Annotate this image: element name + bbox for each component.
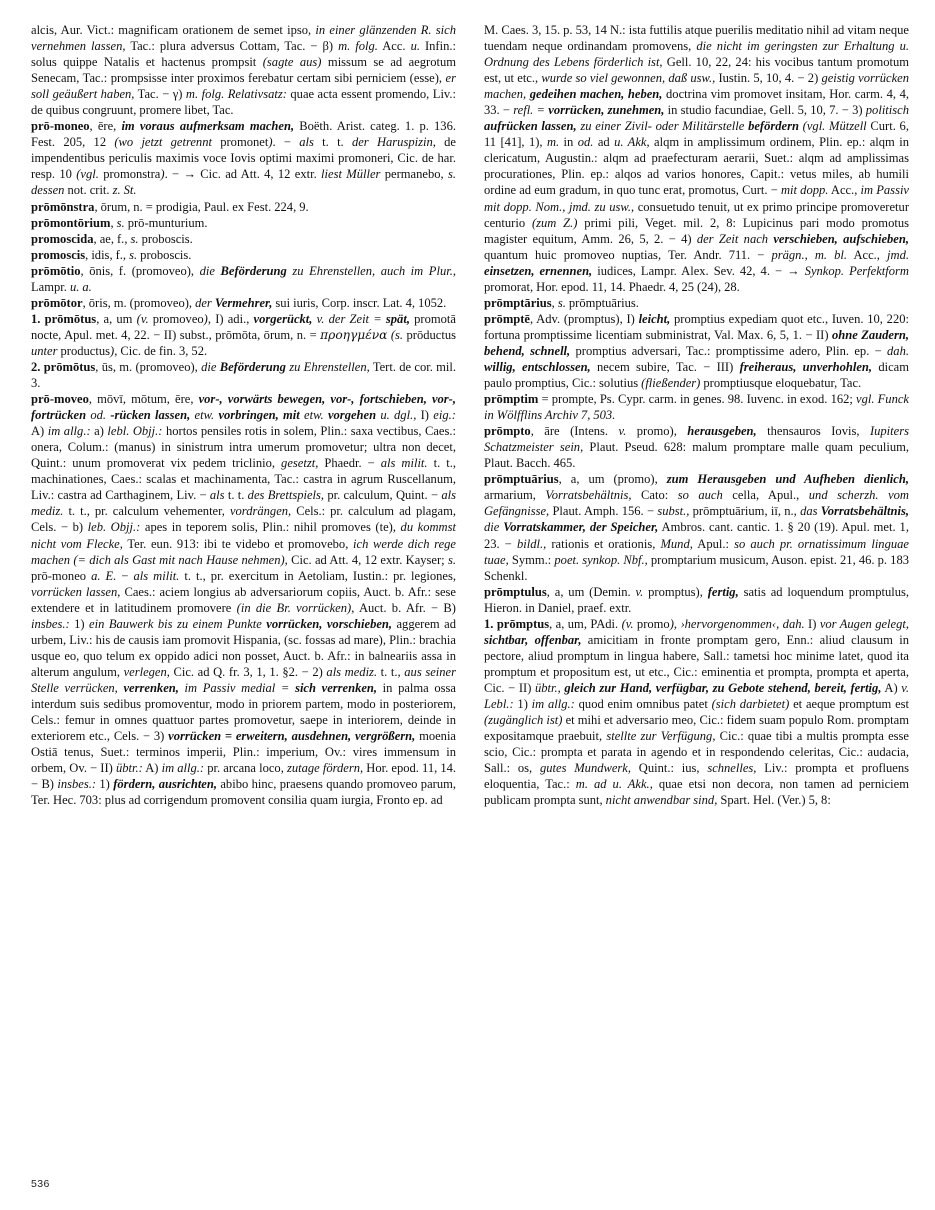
entry-promoveo-continued: M. Caes. 3, 15. p. 53, 14 N.: ista futtilis atque puerilis meditatio nihil ad vitam neque tuendam neque ordinandam promovens, die nicht im geringsten zur Erhaltung u. Ordnung des Lebens förderlich ist, Gell. 10, 22, 24: his vocibus tantum promotum est, ut etc., wurde so viel gewonnen, daß usw., Iustin. 5, 10, 4. − 2) geistig vorrücken machen, gedeihen machen, heben, doctrina vim promovet insitam, Hor. carm. 4, 4, 33. − refl. = vorrücken, zunehmen, in studio facundiae, Gell. 5, 10, 7. − 3) politisch aufrücken lassen, zu einer Zivil- oder Militärstelle befördern (vgl. Mützell Curt. 6, 11 [41], 1), m. in od. ad u. Akk, alqm in amplissimum ordinem, Plin. ep.: alqm in clericatum, Augustin.: alqm ad praefecturam aerarii, Suet.: alqm ad amplissimas procurationes, Plin. ep.: alqos ad varios honores, Capit.: vetus miles, ab humili ordine ad eum gradum, in quo tunc erat, promotus, Curt. − mit dopp. Acc., im Passiv mit dopp. Nom., jmd. zu usw., consuetudo tenuit, ut ex primo principe promoveretur centurio (zum Z.) primi pili, Veget. mil. 2, 8: Lupicinus pari modo promotus magister equitum, Amm. 26, 5, 2. − 4) der Zeit nach verschieben, aufschieben, quantum huic promoveo nuptias, Ter. Andr. 711. − prägn., m. bl. Acc., jmd. einsetzen, ernennen, iudices, Lampr. Alex. Sev. 42, 4. − → Synkop. Perfektform promorat, Hor. epod. 11, 14. Phaedr. 4, 25 (24), 28. bbox=[484, 23, 910, 294]
entry-pro-moveo: prō-moveo, mōvī, mōtum, ēre, vor-, vorwärts bewegen, vor-, fortschieben, vor-, fortrücken od. -rücken lassen, etw. vorbringen, mit etw. vorgehen u. dgl., I) eig.: A) im allg.: a) lebl. Objj.: hortos pensiles rotis in solem, Plin.: saxa vectibus, Caes.: onera, Colum.: (manus) in sinistrum intra umerum promovetur; ultra non decet, Quint.: unum promoverat vix pedem triclinio, gesetzt, Phaedr. − als milit. t. t., machinationes, Caes.: scalas et machinamenta, Tac.: castra in agrum Ruscellanum, Liv.: castra ad Carthaginem, Liv. − als t. t. des Brettspiels, pr. calculum, Quint. − als mediz. t. t., pr. calculum vehementer, vordrängen, Cels.: pr. calculum ad plagam, Cels. − b) leb. Objj.: apes in teporem solis, Plin.: nihil promoves (te), du kommst nicht vom Flecke, Ter. eun. 913: ibi te videbo et promovebo, ich werde dich rege machen (= dich als Gast mit nach Hause nehmen), Cic. ad Att. 4, 12 extr. Kayser; s. prō-moneo a. E. − als milit. t. t., pr. exercitum in Aetoliam, Iustin.: pr. legiones, vorrücken lassen, Caes.: aciem longius ab adversariorum copiis, Auct. b. Afr.: sese extendere et in latitudinem promovere (in die Br. vorrücken), Auct. b. Afr. − B) insbes.: 1) ein Bauwerk bis zu einem Punkte vorrücken, vorschieben, aggerem ad urbem, Liv.: his de causis iam promovit Hispania, (sc. fossas ad mare), Plin.: brachia usque eo, quo telum ex oppido adici non posset, Auct. b. Afr.: in balneariis assa in alterum angulum, verlegen, Cic. ad Q. fr. 3, 1, 1. §2. − 2) als mediz. t. t., aus seiner Stelle verrücken, verrenken, im Passiv medial = sich verrenken, in palma ossa interdum suis sedibus promoventur, modo in priorem partem, modo in posteriorem, Cels.: femur in omnes quattuor partes promovetur, saepe in interiorem, deinde in exteriorem etc., Cels. − 3) vorrücken = erweitern, ausdehnen, vergrößern, moenia Ostiā tenus, Suet.: terminos imperii, Plin.: imperium, Ov.: vires immensum in orbem, Ov. − II) übtr.: A) im allg.: pr. arcana loco, zutage fördern, Hor. epod. 11, 14. − B) insbes.: 1) fördern, ausrichten, abibo hinc, praesens quando promoveo parum, Ter. Hec. 703: plus ad corrigendum promovent consilia quam iurgia, Fronto ep. ad bbox=[31, 392, 457, 808]
entry-promotio: prōmōtio, ōnis, f. (promoveo), die Beförderung zu Ehrenstellen, auch im Plur., Lampr. u. a. bbox=[31, 263, 456, 294]
entry-pro-moneo: prō-moneo, ēre, im voraus aufmerksam machen, Boëth. Arist. categ. 1. p. 136. Fest. 205, 12 (wo jetzt getrennt promonet). − als t. t. der Haruspizin, de impendentibus periculis maximis voce Iovis optimi maximi promoneri, Cic. de har. resp. 10 (vgl. promonstra). − → Cic. ad Att. 4, 12 extr. liest Müller permanebo, s. dessen not. crit. z. St. bbox=[31, 119, 456, 198]
entry-promotus-1: 1. prōmōtus, a, um (v. promoveo), I) adi., vorgerückt, v. der Zeit = spät, promotā nocte, Apul. met. 4, 22. − II) subst., prōmōta, ōrum, n. = προηγμένα (s. prōductus unter productus), Cic. de fin. 3, 52. bbox=[31, 311, 456, 358]
entry-promptulus: prōmptulus, a, um (Demin. v. promptus), fertig, satis ad loquendum promptulus, Hieron. in Daniel, praef. extr. bbox=[484, 584, 910, 615]
entry-promptarius: prōmptārius, s. prōmptuārius. bbox=[484, 295, 639, 310]
page-number: 536 bbox=[31, 1178, 50, 1190]
entry-promoscida: promoscida, ae, f., s. proboscis. bbox=[31, 231, 193, 246]
entry-promo-continued: alcis, Aur. Vict.: magnificam orationem de semet ipso, in einer glänzenden R. sich vernehmen lassen, Tac.: plura adversus Cottam, Tac. − β) m. folg. Acc. u. Infin.: solus quippe Natalis et hactenus prompsit (sagte aus) missum se ad aegrotum Senecam, Tac.: prompsisse inter proximos ferebatur certam sibi perniciem (esse), er soll geäußert haben, Tac. − γ) m. folg. Relativsatz: quae acta essent promendo, Liv.: de quibus congruunt, promere libet, Tac. bbox=[31, 23, 457, 118]
entry-prompto: prōmpto, āre (Intens. v. promo), herausgeben, thensauros Iovis, Iupiters Schatzmeister sein, Plaut. Pseud. 628: malum promptare malle quam peculium, Plaut. Bacch. 465. bbox=[484, 424, 909, 471]
left-column bbox=[31, 22, 456, 808]
entry-promontorium: prōmontōrium, s. prō-munturium. bbox=[31, 215, 208, 230]
entry-prompte: prōmptē, Adv. (promptus), I) leicht, promptius expediam quot etc., Iuven. 10, 220: fortuna promptissime licentiam subministrat, Val. Max. 6, 5, 1. − II) ohne Zaudern, behend, schnell, promptius adversari, Tac.: promptissime adero, Plin. ep. − dah. willig, entschlossen, necem subire, Tac. − III) freiheraus, unverhohlen, dicam paulo promptius, Cic.: solutius (fließender) promptiusque eloquebatur, Tac. bbox=[484, 311, 909, 391]
entry-promoscis: promoscis, idis, f., s. proboscis. bbox=[31, 247, 192, 262]
entry-promptuarius: prōmptuārius, a, um (promo), zum Herausgeben und Aufheben dienlich, armarium, Vorratsbehältnis, Cato: so auch cella, Apul., und scherzh. vom Gefängnisse, Plaut. Amph. 156. − subst., prōmptuārium, iī, n., das Vorratsbehältnis, die Vorratskammer, der Speicher, Ambros. cant. cantic. 1. § 20 (19). Apul. met. 1, 23. − bildl., rationis et orationis, Mund, Apul.: so auch pr. ornatissimum linguae tuae, Symm.: poet. synkop. Nbf., promptarium musicum, Auson. epist. 21, 46. p. 183 Schenkl. bbox=[484, 472, 909, 583]
page-columns bbox=[31, 22, 910, 1157]
entry-promotus-2: 2. prōmōtus, ūs, m. (promoveo), die Beförderung zu Ehrenstellen, Tert. de cor. mil. 3. bbox=[31, 359, 456, 391]
entry-promotor: prōmōtor, ōris, m. (promoveo), der Vermehrer, sui iuris, Corp. inscr. Lat. 4, 1052. bbox=[31, 295, 447, 310]
entry-promonstra: prōmōnstra, ōrum, n. = prodigia, Paul. ex Fest. 224, 9. bbox=[31, 199, 309, 214]
entry-promptus-1: 1. prōmptus, a, um, PAdi. (v. promo), ›hervorgenommen‹, dah. I) vor Augen gelegt, sichtbar, offenbar, amicitiam in fronte promptam gero, Enn.: aliud clausum in pectore, aliud promptum in lingua habere, Sall.: tametsi hoc minime latet, quod ita promptum et propositum est, ut etc., Cic.: eminentia et prompta, prompta et aperta, Cic. − II) übtr., gleich zur Hand, verfügbar, zu Gebote stehend, bereit, fertig, A) v. Lebl.: 1) im allg.: quod enim omnibus patet (sich darbietet) et aeque promptum est (zugänglich ist) et mihi et adversario meo, Cic.: fidem suam populo Rom. promptam expositamque praebuit, stellte zur Verfügung, Cic.: quae tibi a multis prompta esse scio, Cic.: prompta et parata in agendo et in respondendo celeritas, Cic.: audacia, Sall.: os, gutes Mundwerk, Quint.: ius, schnelles, Liv.: prompta et profluens eloquentia, Tac.: m. ad u. Akk., quae etsi non decora, non tamen ad perniciem publicam prompta sunt, nicht anwendbar sind, Spart. Hel. (Ver.) 5, 8: bbox=[484, 616, 910, 808]
entry-promptim: prōmptim = prompte, Ps. Cypr. carm. in genes. 98. Iuvenc. in exod. 162; vgl. Funck in Wölfflins Archiv 7, 503. bbox=[484, 392, 909, 423]
right-column bbox=[484, 22, 909, 808]
